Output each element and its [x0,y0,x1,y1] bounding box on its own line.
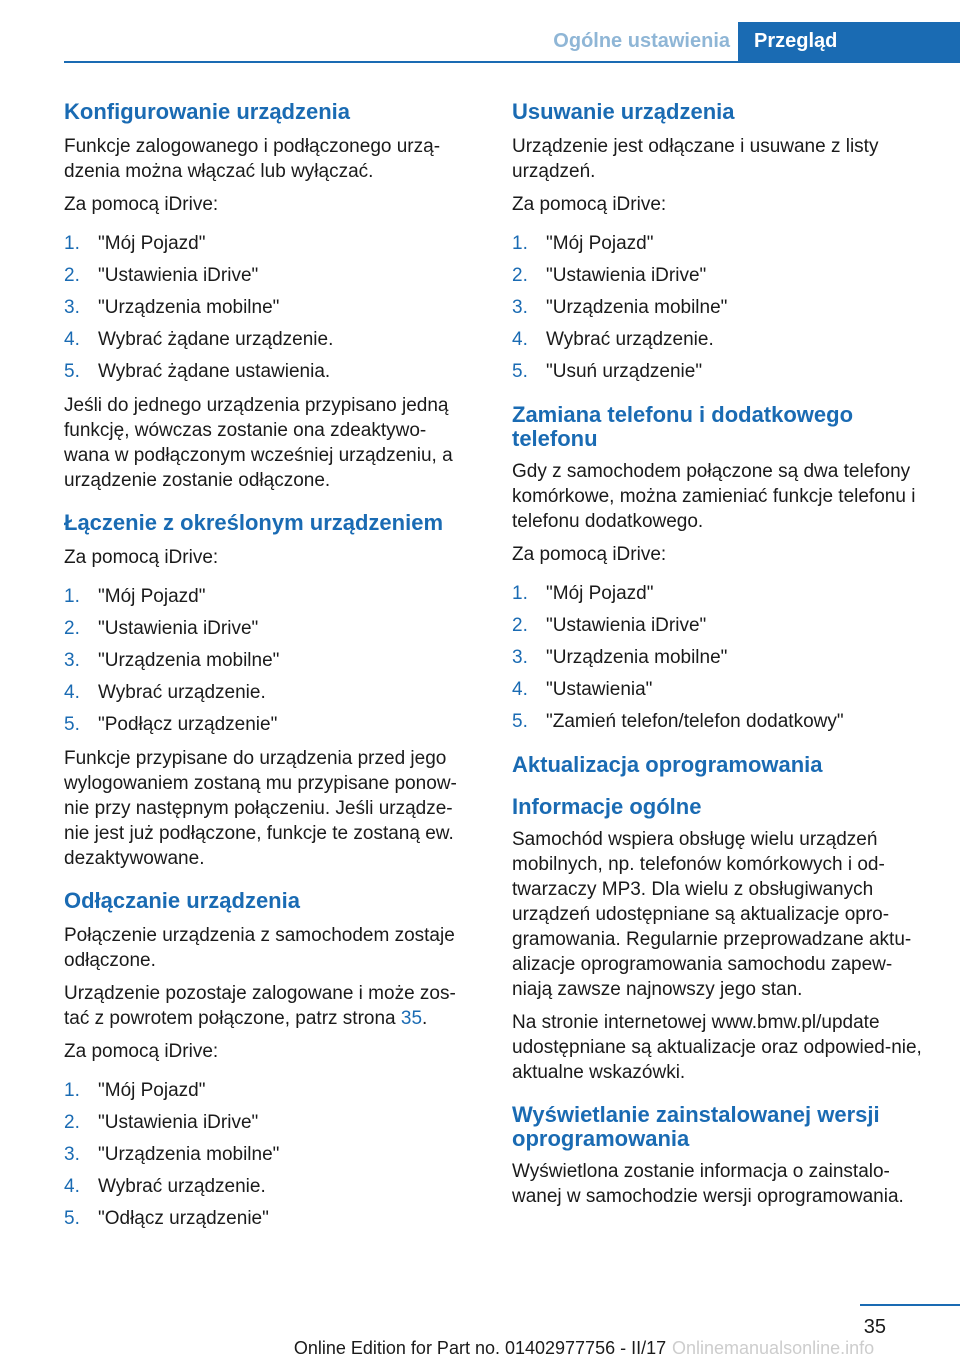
steps-list [512,581,932,735]
list-item: 5. "Odłącz urządzenie" [64,1208,269,1229]
paragraph: Samochód wspiera obsługę wielu urządzeń mobilnych, np. telefonów komórkowych i od-twarzaczy MP3. Dla wielu z obsługiwanych urządzeń udostępniane są aktualizacje opro-gramowania. Regularnie przeprowadzane aktu-alizacje oprogramowania samochodu zapew-niają zawsze najnowszy jego stan. [512,829,912,1000]
footer-rule [860,1304,960,1306]
list-item: 4. Wybrać żądane urządzenie. [64,329,334,350]
page-header [0,0,960,64]
list-item: 5. "Usuń urządzenie" [512,361,703,382]
paragraph: Za pomocą iDrive: [512,194,667,215]
paragraph: Urządzenie jest odłączane i usuwane z listy urządzeń. [512,136,879,182]
header-rule [64,61,960,63]
paragraph: Za pomocą iDrive: [64,194,219,215]
list-item: 1. "Mój Pojazd" [512,233,654,254]
paragraph: Za pomocą iDrive: [512,544,667,565]
list-item: 3. "Urządzenia mobilne" [512,647,728,668]
paragraph: Za pomocą iDrive: [64,547,219,568]
list-item: 5. "Zamień telefon/telefon dodatkowy" [512,711,844,732]
list-item: 2. "Ustawienia iDrive" [512,615,707,636]
left-column [64,100,460,1238]
edition-footer: Online Edition for Part no. 01402977756 - II/17 [293,1338,667,1358]
list-item: 3. "Urządzenia mobilne" [64,650,280,671]
steps-list [64,584,460,738]
list-item: 1. "Mój Pojazd" [64,1080,206,1101]
paragraph: Funkcje zalogowanego i podłączonego urzą-dzenia można włączać lub wyłączać. [64,136,441,182]
heading-disconnect-device: Odłączanie urządzenia [64,888,300,913]
steps-list [64,1078,460,1238]
watermark: Onlinemanualsonline.info [672,1338,875,1358]
list-item: 3. "Urządzenia mobilne" [512,297,728,318]
page-number: 35 [863,1316,886,1338]
list-item: 2. "Ustawienia iDrive" [64,1112,259,1133]
paragraph: Za pomocą iDrive: [64,1041,219,1062]
list-item: 2. "Ustawienia iDrive" [512,265,707,286]
tab-overview[interactable]: Przegląd [738,22,960,62]
heading-configure-device: Konfigurowanie urządzenia [64,99,351,124]
right-column [512,100,932,1209]
steps-list [512,231,932,385]
paragraph: Gdy z samochodem połączone są dwa telefony komórkowe, można zamieniać funkcje telefonu i telefonu dodatkowego. [512,461,916,532]
list-item: 4. Wybrać urządzenie. [64,682,266,703]
page-link[interactable]: 35 [400,1008,423,1029]
list-item: 1. "Mój Pojazd" [64,233,206,254]
list-item: 3. "Urządzenia mobilne" [64,1144,280,1165]
list-item: 2. "Ustawienia iDrive" [64,618,259,639]
heading-show-software-version: Wyświetlanie zainstalowanej wersji oprogramowania [512,1102,880,1151]
heading-swap-phones: Zamiana telefonu i dodatkowego telefonu [512,402,854,451]
list-item: 4. Wybrać urządzenie. [64,1176,266,1197]
heading-remove-device: Usuwanie urządzenia [512,99,735,124]
steps-list [64,231,460,385]
paragraph: Na stronie internetowej www.bmw.pl/update udostępniane są aktualizacje oraz odpowied-nie, aktualne wskazówki. [512,1012,922,1083]
heading-connect-device: Łączenie z określonym urządzeniem [64,510,444,535]
paragraph: Funkcje przypisane do urządzenia przed jego wylogowaniem zostaną mu przypisane ponow-nie przy następnym połączeniu. Jeśli urządze-nie jest już podłączone, funkcje te zostaną ew. dezaktywowane. [64,748,457,869]
section-title: Ogólne ustawienia [553,30,730,52]
list-item: 5. "Podłącz urządzenie" [64,714,278,735]
list-item: 1. "Mój Pojazd" [512,583,654,604]
list-item: 4. "Ustawienia" [512,679,653,700]
paragraph: Urządzenie pozostaje zalogowane i może zos-tać z powrotem połączone, patrz strona 35. [64,983,456,1029]
list-item: 3. "Urządzenia mobilne" [64,297,280,318]
paragraph: Wyświetlona zostanie informacja o zainstalo-wanej w samochodzie wersji oprogramowania. [512,1161,904,1207]
list-item: 2. "Ustawienia iDrive" [64,265,259,286]
list-item: 4. Wybrać urządzenie. [512,329,714,350]
heading-general-info: Informacje ogólne [512,794,702,819]
list-item: 1. "Mój Pojazd" [64,586,206,607]
paragraph: Jeśli do jednego urządzenia przypisano jedną funkcję, wówczas zostanie ona zdeaktywo-wana w podłączonym wcześniej urządzeniu, a urządzenie zostanie odłączone. [64,395,453,491]
list-item: 5. Wybrać żądane ustawienia. [64,361,331,382]
heading-software-update: Aktualizacja oprogramowania [512,752,823,777]
paragraph: Połączenie urządzenia z samochodem zostaje odłączone. [64,925,455,971]
